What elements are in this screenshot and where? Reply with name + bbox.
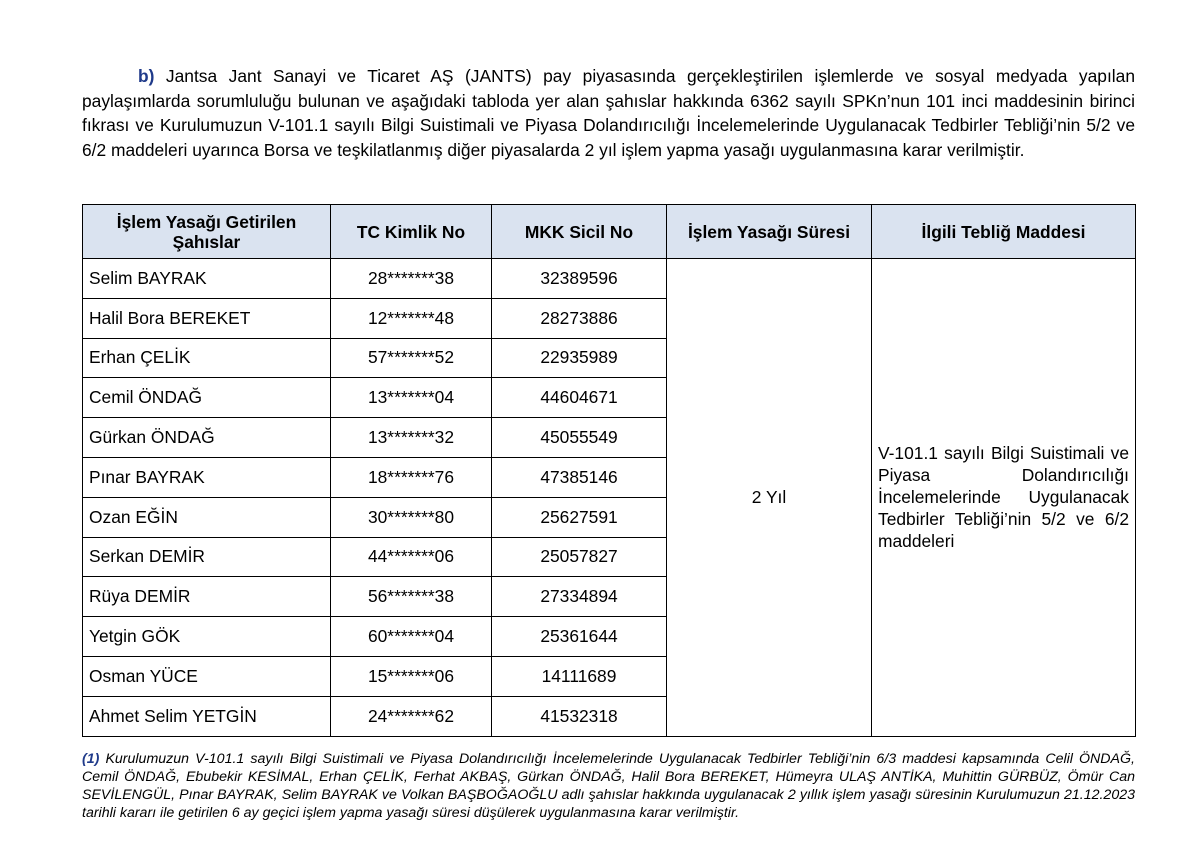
mkk-registry-cell: 32389596: [492, 259, 667, 299]
person-name-cell: Osman YÜCE: [83, 656, 331, 696]
tc-id-cell: 24*******62: [331, 696, 492, 736]
person-name-cell: Rüya DEMİR: [83, 577, 331, 617]
person-name-cell: Erhan ÇELİK: [83, 338, 331, 378]
mkk-registry-cell: 41532318: [492, 696, 667, 736]
person-name-cell: Ahmet Selim YETGİN: [83, 696, 331, 736]
tc-id-cell: 13*******04: [331, 378, 492, 418]
footnote: [82, 750, 1135, 822]
person-name-cell: Cemil ÖNDAĞ: [83, 378, 331, 418]
mkk-registry-cell: 22935989: [492, 338, 667, 378]
person-name-cell: Ozan EĞİN: [83, 497, 331, 537]
mkk-registry-cell: 44604671: [492, 378, 667, 418]
mkk-registry-cell: 14111689: [492, 656, 667, 696]
tc-id-cell: 60*******04: [331, 617, 492, 657]
tc-id-cell: 57*******52: [331, 338, 492, 378]
header-article: İlgili Tebliğ Maddesi: [872, 205, 1136, 259]
tc-id-cell: 30*******80: [331, 497, 492, 537]
intro-marker: b): [138, 66, 155, 86]
mkk-registry-cell: 27334894: [492, 577, 667, 617]
person-name-cell: Yetgin GÖK: [83, 617, 331, 657]
mkk-registry-cell: 45055549: [492, 418, 667, 458]
header-mkk: MKK Sicil No: [492, 205, 667, 259]
mkk-registry-cell: 25057827: [492, 537, 667, 577]
person-name-cell: Halil Bora BEREKET: [83, 298, 331, 338]
tc-id-cell: 56*******38: [331, 577, 492, 617]
table-header-row: [83, 205, 1136, 259]
footnote-text: Kurulumuzun V-101.1 sayılı Bilgi Suistimali ve Piyasa Dolandırıcılığı İncelemelerinde Uygulanacak Tedbirler Tebliği’nin 6/3 maddesi kapsamında Celil ÖNDAĞ, Cemil ÖNDAĞ, Ebubekir KESİMAL, Erhan ÇELİK, Ferhat AKBAŞ, Gürkan ÖNDAĞ, Halil Bora BEREKET, Hümeyra ULAŞ ANTİKA, Muhittin GÜRBÜZ, Ömür Can SEVİLENGÜL, Pınar BAYRAK, Selim BAYRAK ve Volkan BAŞBOĞAOĞLU adlı şahıslar hakkında uygulanacak 2 yıllık işlem yasağı süresinin Kurulumuzun 21.12.2023 tarihli kararı ile getirilen 6 ay geçici işlem yapma yasağı süresi düşülerek uygulanmasına karar verilmiştir.: [82, 751, 1135, 821]
person-name-cell: Pınar BAYRAK: [83, 457, 331, 497]
intro-paragraph: [82, 64, 1135, 162]
mkk-registry-cell: 25361644: [492, 617, 667, 657]
table-body: [83, 259, 1136, 737]
document-page: [82, 64, 1135, 821]
tc-id-cell: 18*******76: [331, 457, 492, 497]
tc-id-cell: 44*******06: [331, 537, 492, 577]
tc-id-cell: 13*******32: [331, 418, 492, 458]
header-tc: TC Kimlik No: [331, 205, 492, 259]
person-name-cell: Serkan DEMİR: [83, 537, 331, 577]
header-duration: İşlem Yasağı Süresi: [667, 205, 872, 259]
tc-id-cell: 12*******48: [331, 298, 492, 338]
intro-text: Jantsa Jant Sanayi ve Ticaret AŞ (JANTS) pay piyasasında gerçekleştirilen işlemlerde ve sosyal medyada yapılan paylaşımlarda sorumluluğu bulunan ve aşağıdaki tabloda yer alan şahıslar hakkında 6362 sayılı SPKn’nun 101 inci maddesinin birinci fıkrası ve Kurulumuzun V-101.1 sayılı Bilgi Suistimali ve Piyasa Dolandırıcılığı İncelemelerinde Uygulanacak Tedbirler Tebliği’nin 5/2 ve 6/2 maddeleri uyarınca Borsa ve teşkilatlanmış diğer piyasalarda 2 yıl işlem yapma yasağı uygulanmasına karar verilmiştir.: [82, 66, 1135, 160]
mkk-registry-cell: 28273886: [492, 298, 667, 338]
mkk-registry-cell: 25627591: [492, 497, 667, 537]
footnote-marker: (1): [82, 751, 100, 767]
ban-duration-cell: 2 Yıl: [667, 259, 872, 737]
tc-id-cell: 28*******38: [331, 259, 492, 299]
header-persons: İşlem Yasağı Getirilen Şahıslar: [83, 205, 331, 259]
table-row: [83, 259, 1136, 299]
trading-ban-table: [82, 204, 1136, 737]
tc-id-cell: 15*******06: [331, 656, 492, 696]
mkk-registry-cell: 47385146: [492, 457, 667, 497]
person-name-cell: Gürkan ÖNDAĞ: [83, 418, 331, 458]
person-name-cell: Selim BAYRAK: [83, 259, 331, 299]
article-reference-cell: V-101.1 sayılı Bilgi Suistimali ve Piyasa Dolandırıcılığı İncelemelerinde Uygulanacak Tedbirler Tebliği’nin 5/2 ve 6/2 maddeleri: [872, 259, 1136, 737]
